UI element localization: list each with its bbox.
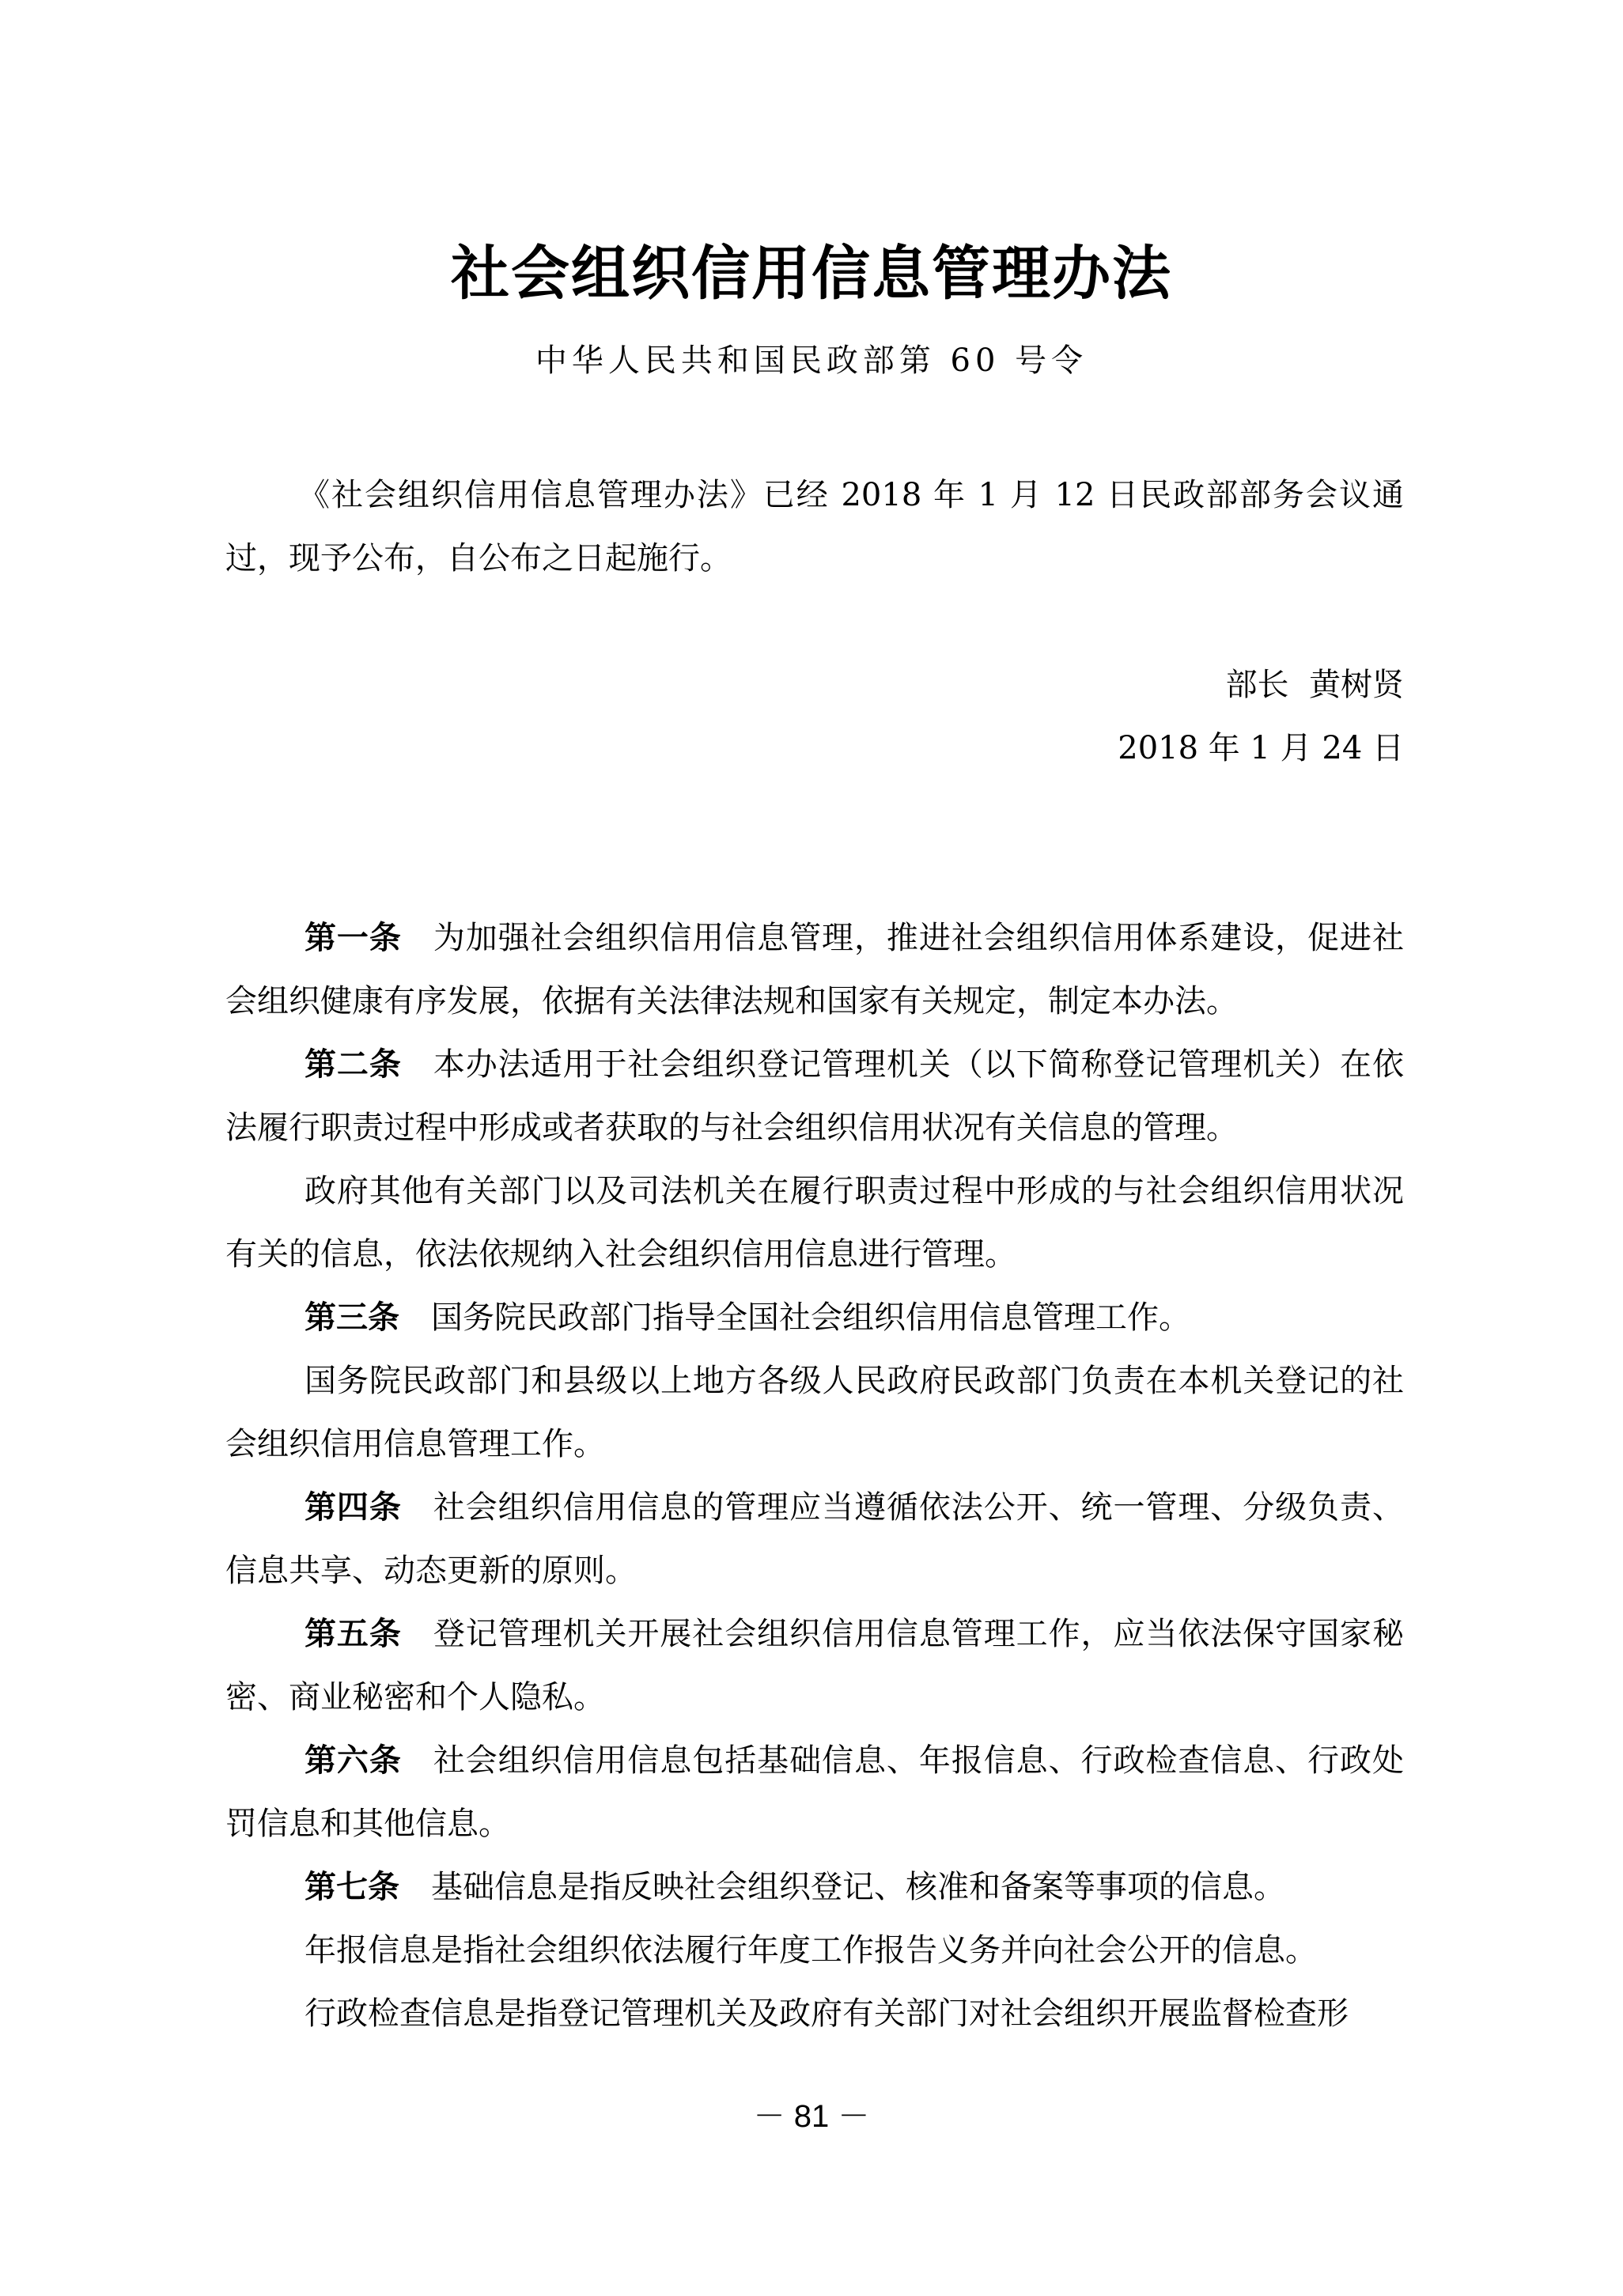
article-paragraph — [225, 1919, 1404, 1982]
article-text: 国务院民政部门指导全国社会组织信用信息管理工作。 — [431, 1299, 1190, 1336]
articles-section — [225, 906, 1404, 2045]
article-text: 政府其他有关部门以及司法机关在履行职责过程中形成的与社会组织信用状况有关的信息，依法依规纳入社会组织信用信息进行管理。 — [225, 1173, 1404, 1273]
page-number: － 81 － — [753, 2099, 870, 2134]
article-paragraph — [225, 1033, 1404, 1159]
article-paragraph — [225, 1729, 1404, 1855]
article-text: 国务院民政部门和县级以上地方各级人民政府民政部门负责在本机关登记的社会组织信用信息管理工作。 — [225, 1363, 1404, 1462]
article-text: 本办法适用于社会组织登记管理机关（以下简称登记管理机关）在依法履行职责过程中形成或者获取的与社会组织信用状况有关信息的管理。 — [225, 1046, 1404, 1146]
article-heading: 第一条 — [305, 920, 402, 956]
article-paragraph — [225, 906, 1404, 1033]
article-heading: 第三条 — [305, 1299, 399, 1336]
decree-subtitle: 中华人民共和国民政部第 60 号令 — [535, 342, 1088, 379]
article-text: 年报信息是指社会组织依法履行年度工作报告义务并向社会公开的信息。 — [305, 1932, 1317, 1969]
article-heading: 第七条 — [305, 1869, 399, 1905]
document-title: 社会组织信用信息管理办法 — [451, 240, 1172, 308]
article-text: 行政检查信息是指登记管理机关及政府有关部门对社会组织开展监督检查形 — [305, 1995, 1349, 2032]
article-paragraph — [225, 1286, 1404, 1349]
article-text: 社会组织信用信息的管理应当遵循依法公开、统一管理、分级负责、信息共享、动态更新的原则。 — [225, 1489, 1404, 1589]
article-paragraph — [225, 1476, 1404, 1602]
article-paragraph — [225, 1349, 1404, 1476]
article-paragraph — [225, 1982, 1404, 2045]
signature-date: 2018 年 1 月 24 日 — [1118, 730, 1404, 766]
signature-role: 部长 黄树贤 — [1225, 667, 1404, 703]
article-paragraph — [225, 1602, 1404, 1729]
article-heading: 第五条 — [305, 1616, 402, 1652]
article-heading: 第二条 — [305, 1046, 402, 1083]
article-text: 登记管理机关开展社会组织信用信息管理工作，应当依法保守国家秘密、商业秘密和个人隐私。 — [225, 1616, 1404, 1715]
article-text: 为加强社会组织信用信息管理，推进社会组织信用体系建设，促进社会组织健康有序发展，依据有关法律法规和国家有关规定，制定本办法。 — [225, 920, 1404, 1019]
article-heading: 第四条 — [305, 1489, 402, 1526]
article-paragraph — [225, 1159, 1404, 1286]
intro-paragraph: 《社会组织信用信息管理办法》已经 2018 年 1 月 12 日民政部部务会议通过，现予公布，自公布之日起施行。 — [225, 477, 1404, 577]
article-text: 基础信息是指反映社会组织登记、核准和备案等事项的信息。 — [431, 1869, 1285, 1905]
article-paragraph — [225, 1855, 1404, 1919]
article-heading: 第六条 — [305, 1742, 402, 1779]
article-text: 社会组织信用信息包括基础信息、年报信息、行政检查信息、行政处罚信息和其他信息。 — [225, 1742, 1404, 1842]
